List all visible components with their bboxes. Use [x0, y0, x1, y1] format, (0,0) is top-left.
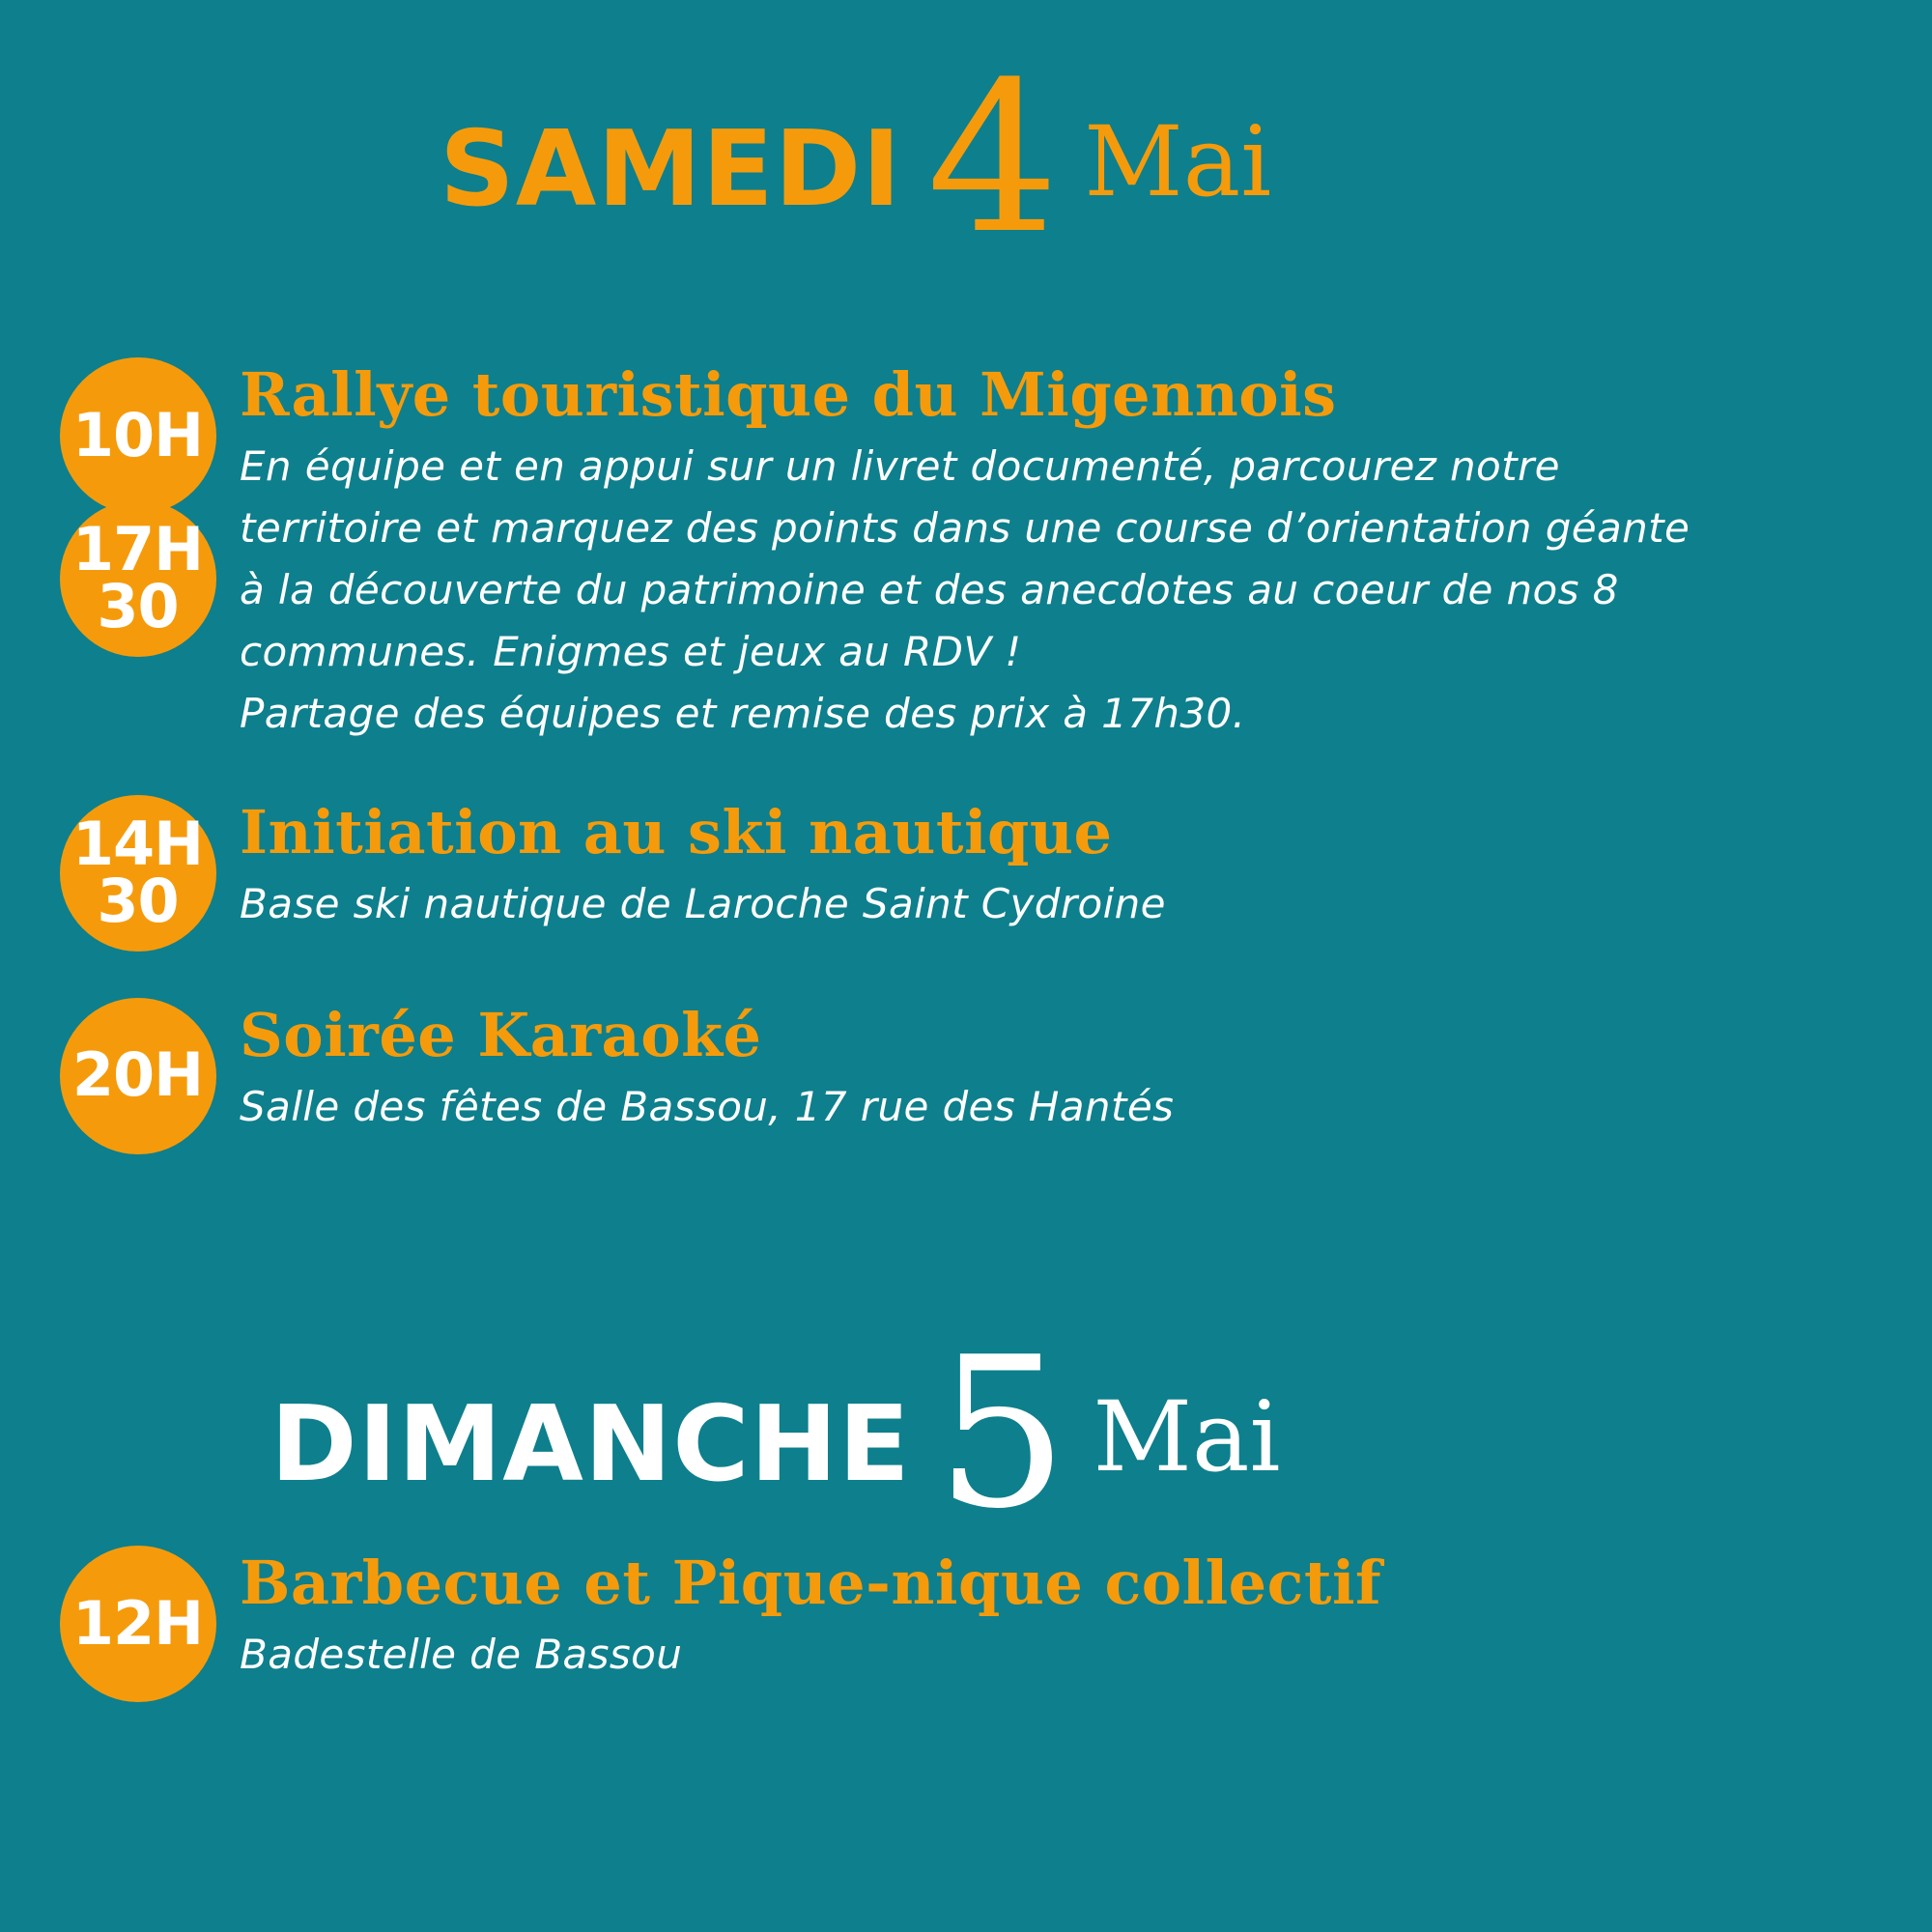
- event-item-rallye: [53, 357, 1893, 745]
- event-description-line: à la découverte du patrimoine et des anecdotes au coeur de nos 8: [240, 566, 1619, 614]
- day-number-saturday: 4: [926, 37, 1060, 279]
- day-month-sunday: Mai: [1093, 1379, 1281, 1493]
- day-name-sunday: DIMANCHE: [270, 1383, 911, 1505]
- event-description-line: Badestelle de Bassou: [240, 1631, 683, 1679]
- time-badge-secondary: [60, 500, 216, 657]
- time-badge: [60, 1546, 216, 1702]
- day-name-saturday: SAMEDI: [440, 108, 902, 230]
- event-list-saturday: [53, 357, 1893, 1154]
- event-body: [222, 998, 1893, 1138]
- day-heading-sunday: [270, 1312, 1281, 1554]
- event-item-barbecue: [53, 1546, 1893, 1702]
- event-time-column: [53, 357, 222, 657]
- time-badge-minutes: 30: [97, 865, 179, 936]
- time-badge-text: 14H: [71, 808, 204, 879]
- event-body: [222, 357, 1893, 745]
- day-heading-saturday: [440, 37, 1272, 279]
- time-badge: [60, 795, 216, 952]
- time-badge-minutes: 30: [97, 571, 179, 641]
- time-badge: [60, 998, 216, 1154]
- event-description-line: Salle des fêtes de Bassou, 17 rue des Hantés: [240, 1083, 1175, 1131]
- time-badge: [60, 357, 216, 514]
- event-time-column: [53, 1546, 222, 1702]
- time-badge-text: 10H: [71, 399, 204, 470]
- time-badge-text: 12H: [71, 1587, 204, 1659]
- event-description: [240, 436, 1893, 744]
- event-description: [240, 873, 1893, 935]
- event-title: Soirée Karaoké: [240, 999, 762, 1070]
- event-title: Barbecue et Pique-nique collectif: [240, 1548, 1382, 1618]
- event-item-ski-nautique: [53, 795, 1893, 952]
- event-description-line: Base ski nautique de Laroche Saint Cydroine: [240, 880, 1166, 928]
- day-number-sunday: 5: [935, 1312, 1068, 1554]
- event-time-column: [53, 795, 222, 952]
- time-badge-text: 20H: [71, 1039, 204, 1111]
- event-description: [240, 1624, 1893, 1686]
- event-description-line: En équipe et en appui sur un livret documenté, parcourez notre: [240, 442, 1560, 491]
- event-title: Initiation au ski nautique: [240, 796, 1113, 867]
- day-month-saturday: Mai: [1084, 104, 1272, 218]
- event-time-column: [53, 998, 222, 1154]
- event-title: Rallye touristique du Migennois: [240, 359, 1337, 430]
- event-body: [222, 795, 1893, 935]
- event-item-karaoke: [53, 998, 1893, 1154]
- event-description: [240, 1076, 1893, 1138]
- event-description-line: territoire et marquez des points dans une course d’orientation géante: [240, 504, 1690, 553]
- event-description-line: Partage des équipes et remise des prix à 17h30.: [240, 689, 1246, 737]
- time-badge-text: 17H: [71, 514, 204, 585]
- event-body: [222, 1546, 1893, 1686]
- event-description-line: communes. Enigmes et jeux au RDV !: [240, 627, 1022, 675]
- event-list-sunday: [53, 1546, 1893, 1702]
- time-badge-group: [60, 357, 216, 657]
